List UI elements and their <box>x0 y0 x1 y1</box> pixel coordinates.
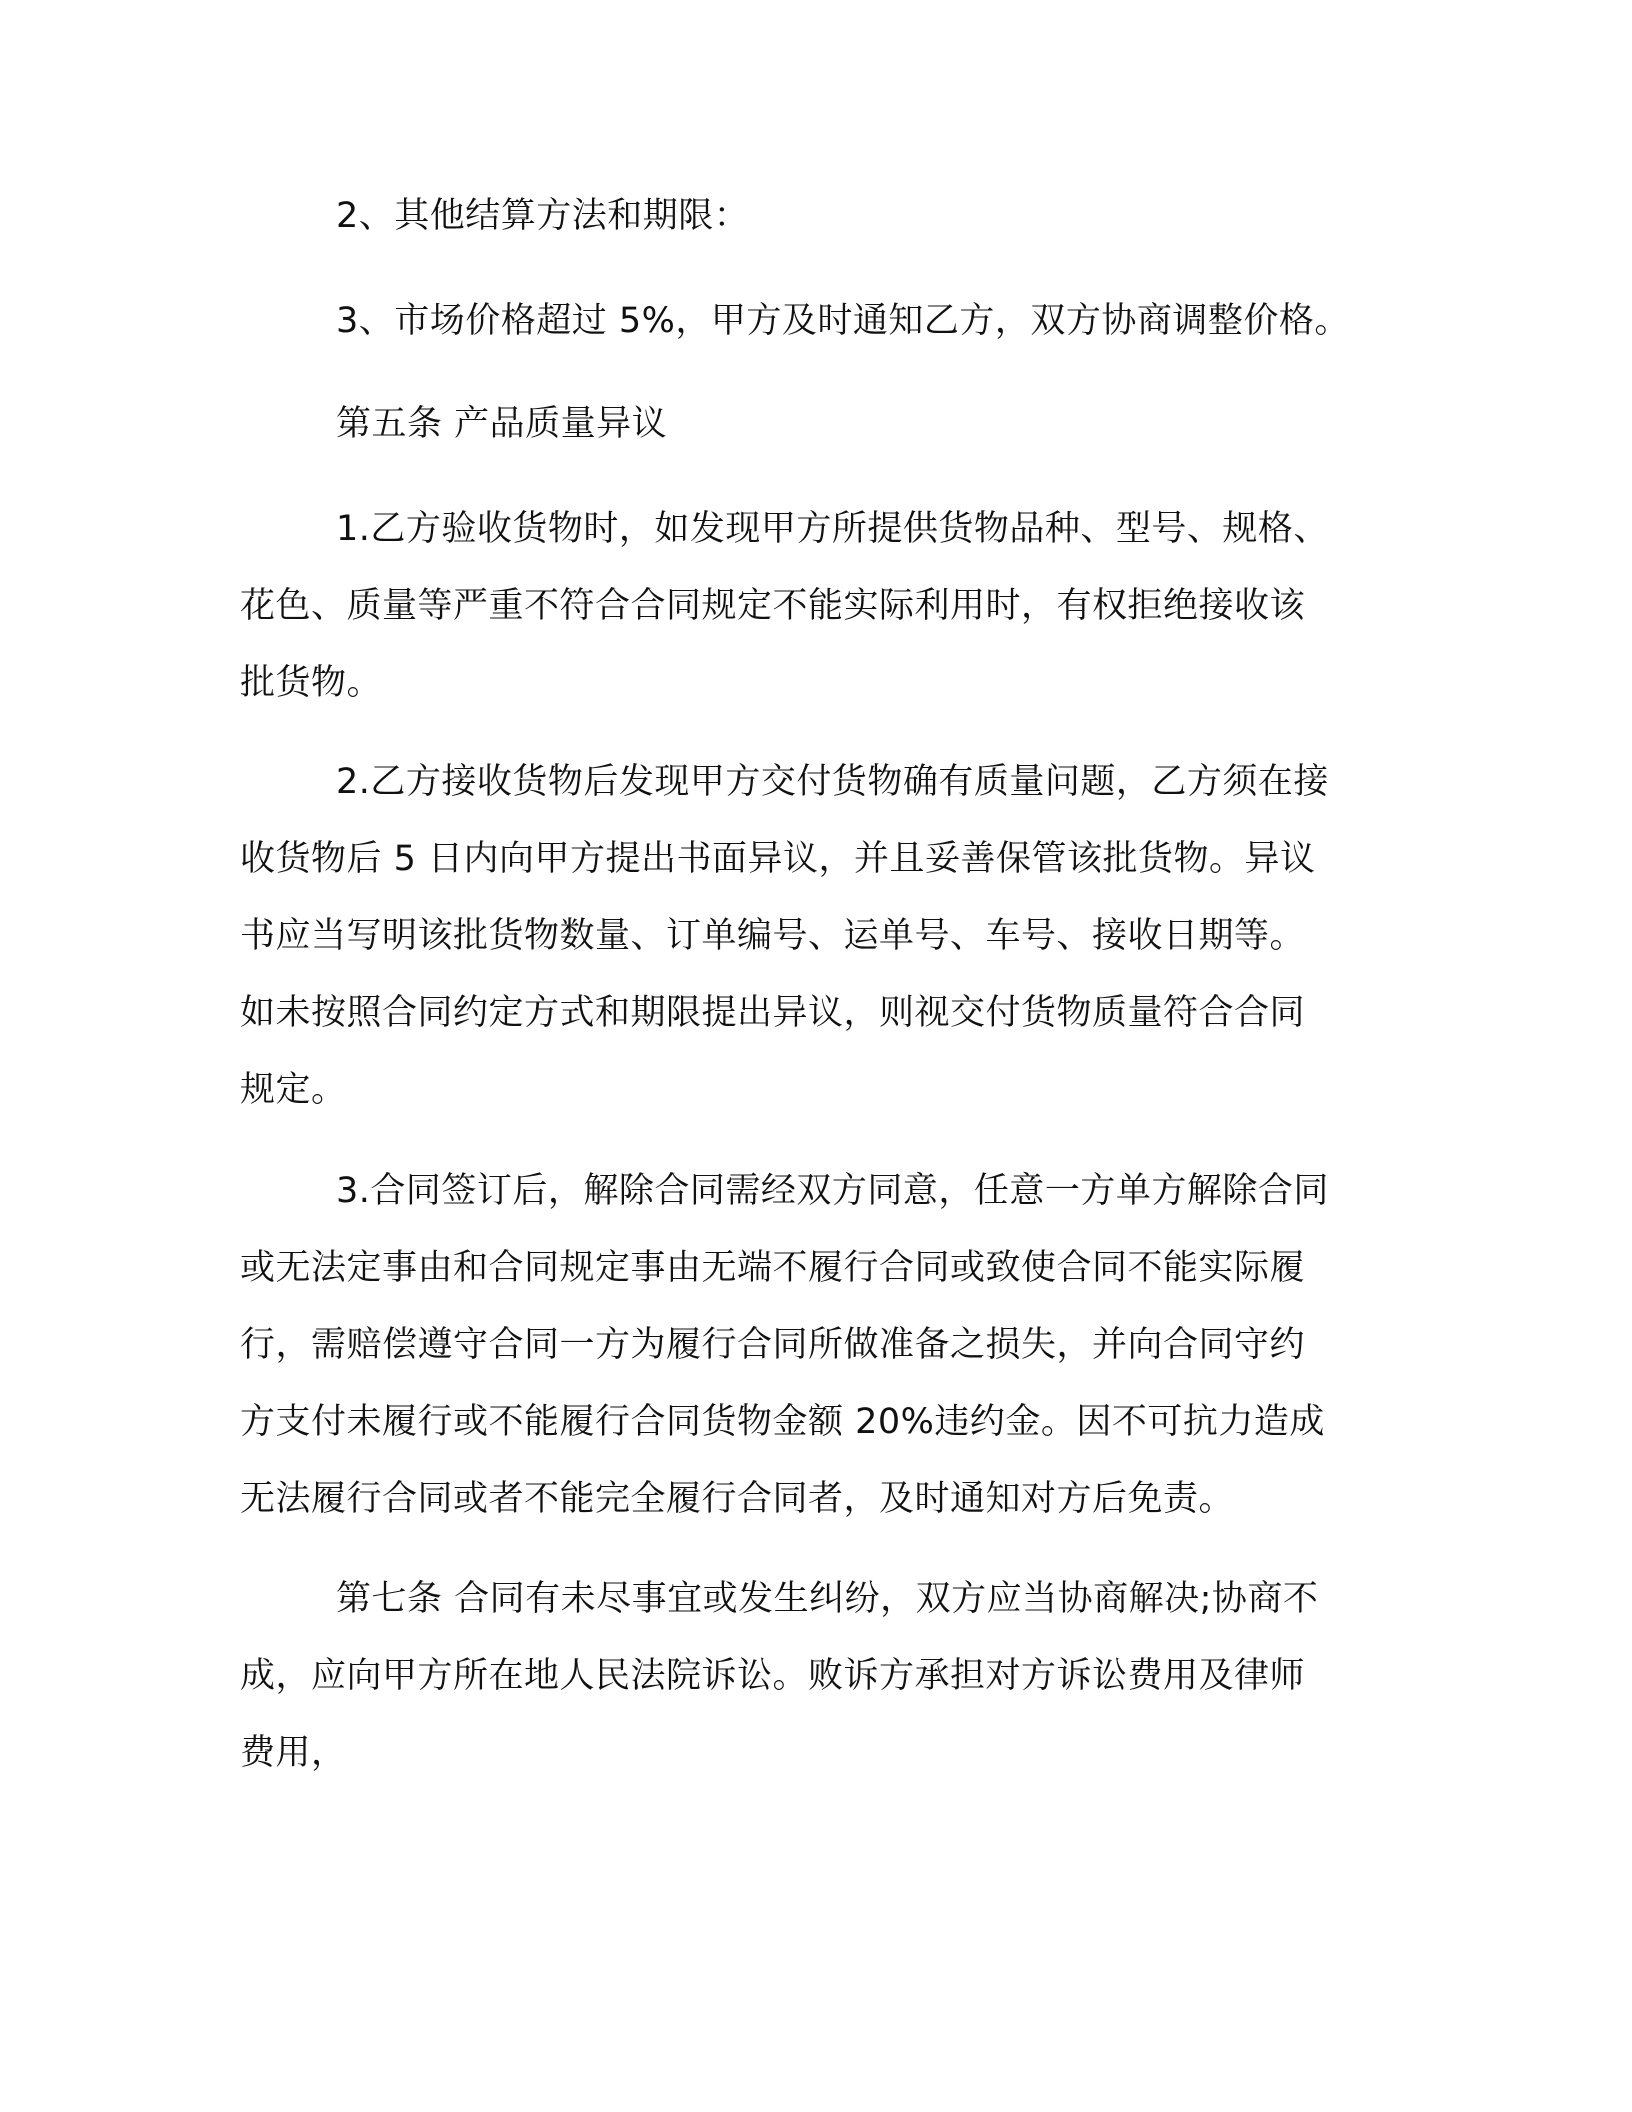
text-line: 3.合同签订后，解除合同需经双方同意，任意一方单方解除合同 <box>336 1171 1329 1211</box>
paragraph-clause-3 <box>240 1153 1380 1538</box>
text-line: 规定。 <box>240 1070 347 1110</box>
text-line: 第七条 合同有未尽事宜或发生纠纷，双方应当协商解决;协商不 <box>336 1579 1319 1619</box>
text-line: 花色、质量等严重不符合合同规定不能实际利用时，有权拒绝接收该 <box>240 586 1306 626</box>
text-line: 书应当写明该批货物数量、订单编号、运单号、车号、接收日期等。 <box>240 916 1306 956</box>
paragraph-settlement-other <box>240 178 1380 255</box>
text-line: 方支付未履行或不能履行合同货物金额 20%违约金。因不可抗力造成 <box>240 1402 1325 1442</box>
heading-line: 第五条 产品质量异议 <box>336 404 668 444</box>
paragraph-clause-2 <box>240 744 1380 1129</box>
text-line: 3、市场价格超过 5%，甲方及时通知乙方，双方协商调整价格。 <box>336 301 1350 341</box>
text-line: 或无法定事由和合同规定事由无端不履行合同或致使合同不能实际履 <box>240 1248 1306 1288</box>
text-line: 行，需赔偿遵守合同一方为履行合同所做准备之损失，并向合同守约 <box>240 1325 1306 1365</box>
text-line: 无法履行合同或者不能完全履行合同者，及时通知对方后免责。 <box>240 1479 1235 1519</box>
article-5-heading <box>240 386 1380 463</box>
text-line: 2、其他结算方法和期限： <box>336 196 750 236</box>
text-line: 如未按照合同约定方式和期限提出异议，则视交付货物质量符合合同 <box>240 993 1306 1033</box>
paragraph-clause-1 <box>240 491 1380 722</box>
text-line: 成，应向甲方所在地人民法院诉讼。败诉方承担对方诉讼费用及律师 <box>240 1656 1306 1696</box>
text-line: 1.乙方验收货物时，如发现甲方所提供货物品种、型号、规格、 <box>336 509 1329 549</box>
text-line: 费用， <box>240 1733 347 1773</box>
text-line: 收货物后 5 日内向甲方提出书面异议，并且妥善保管该批货物。异议 <box>240 839 1316 879</box>
text-line: 2.乙方接收货物后发现甲方交付货物确有质量问题，乙方须在接 <box>336 762 1329 802</box>
paragraph-market-price <box>240 283 1380 360</box>
paragraph-article-7 <box>240 1561 1380 1792</box>
text-line: 批货物。 <box>240 663 383 703</box>
